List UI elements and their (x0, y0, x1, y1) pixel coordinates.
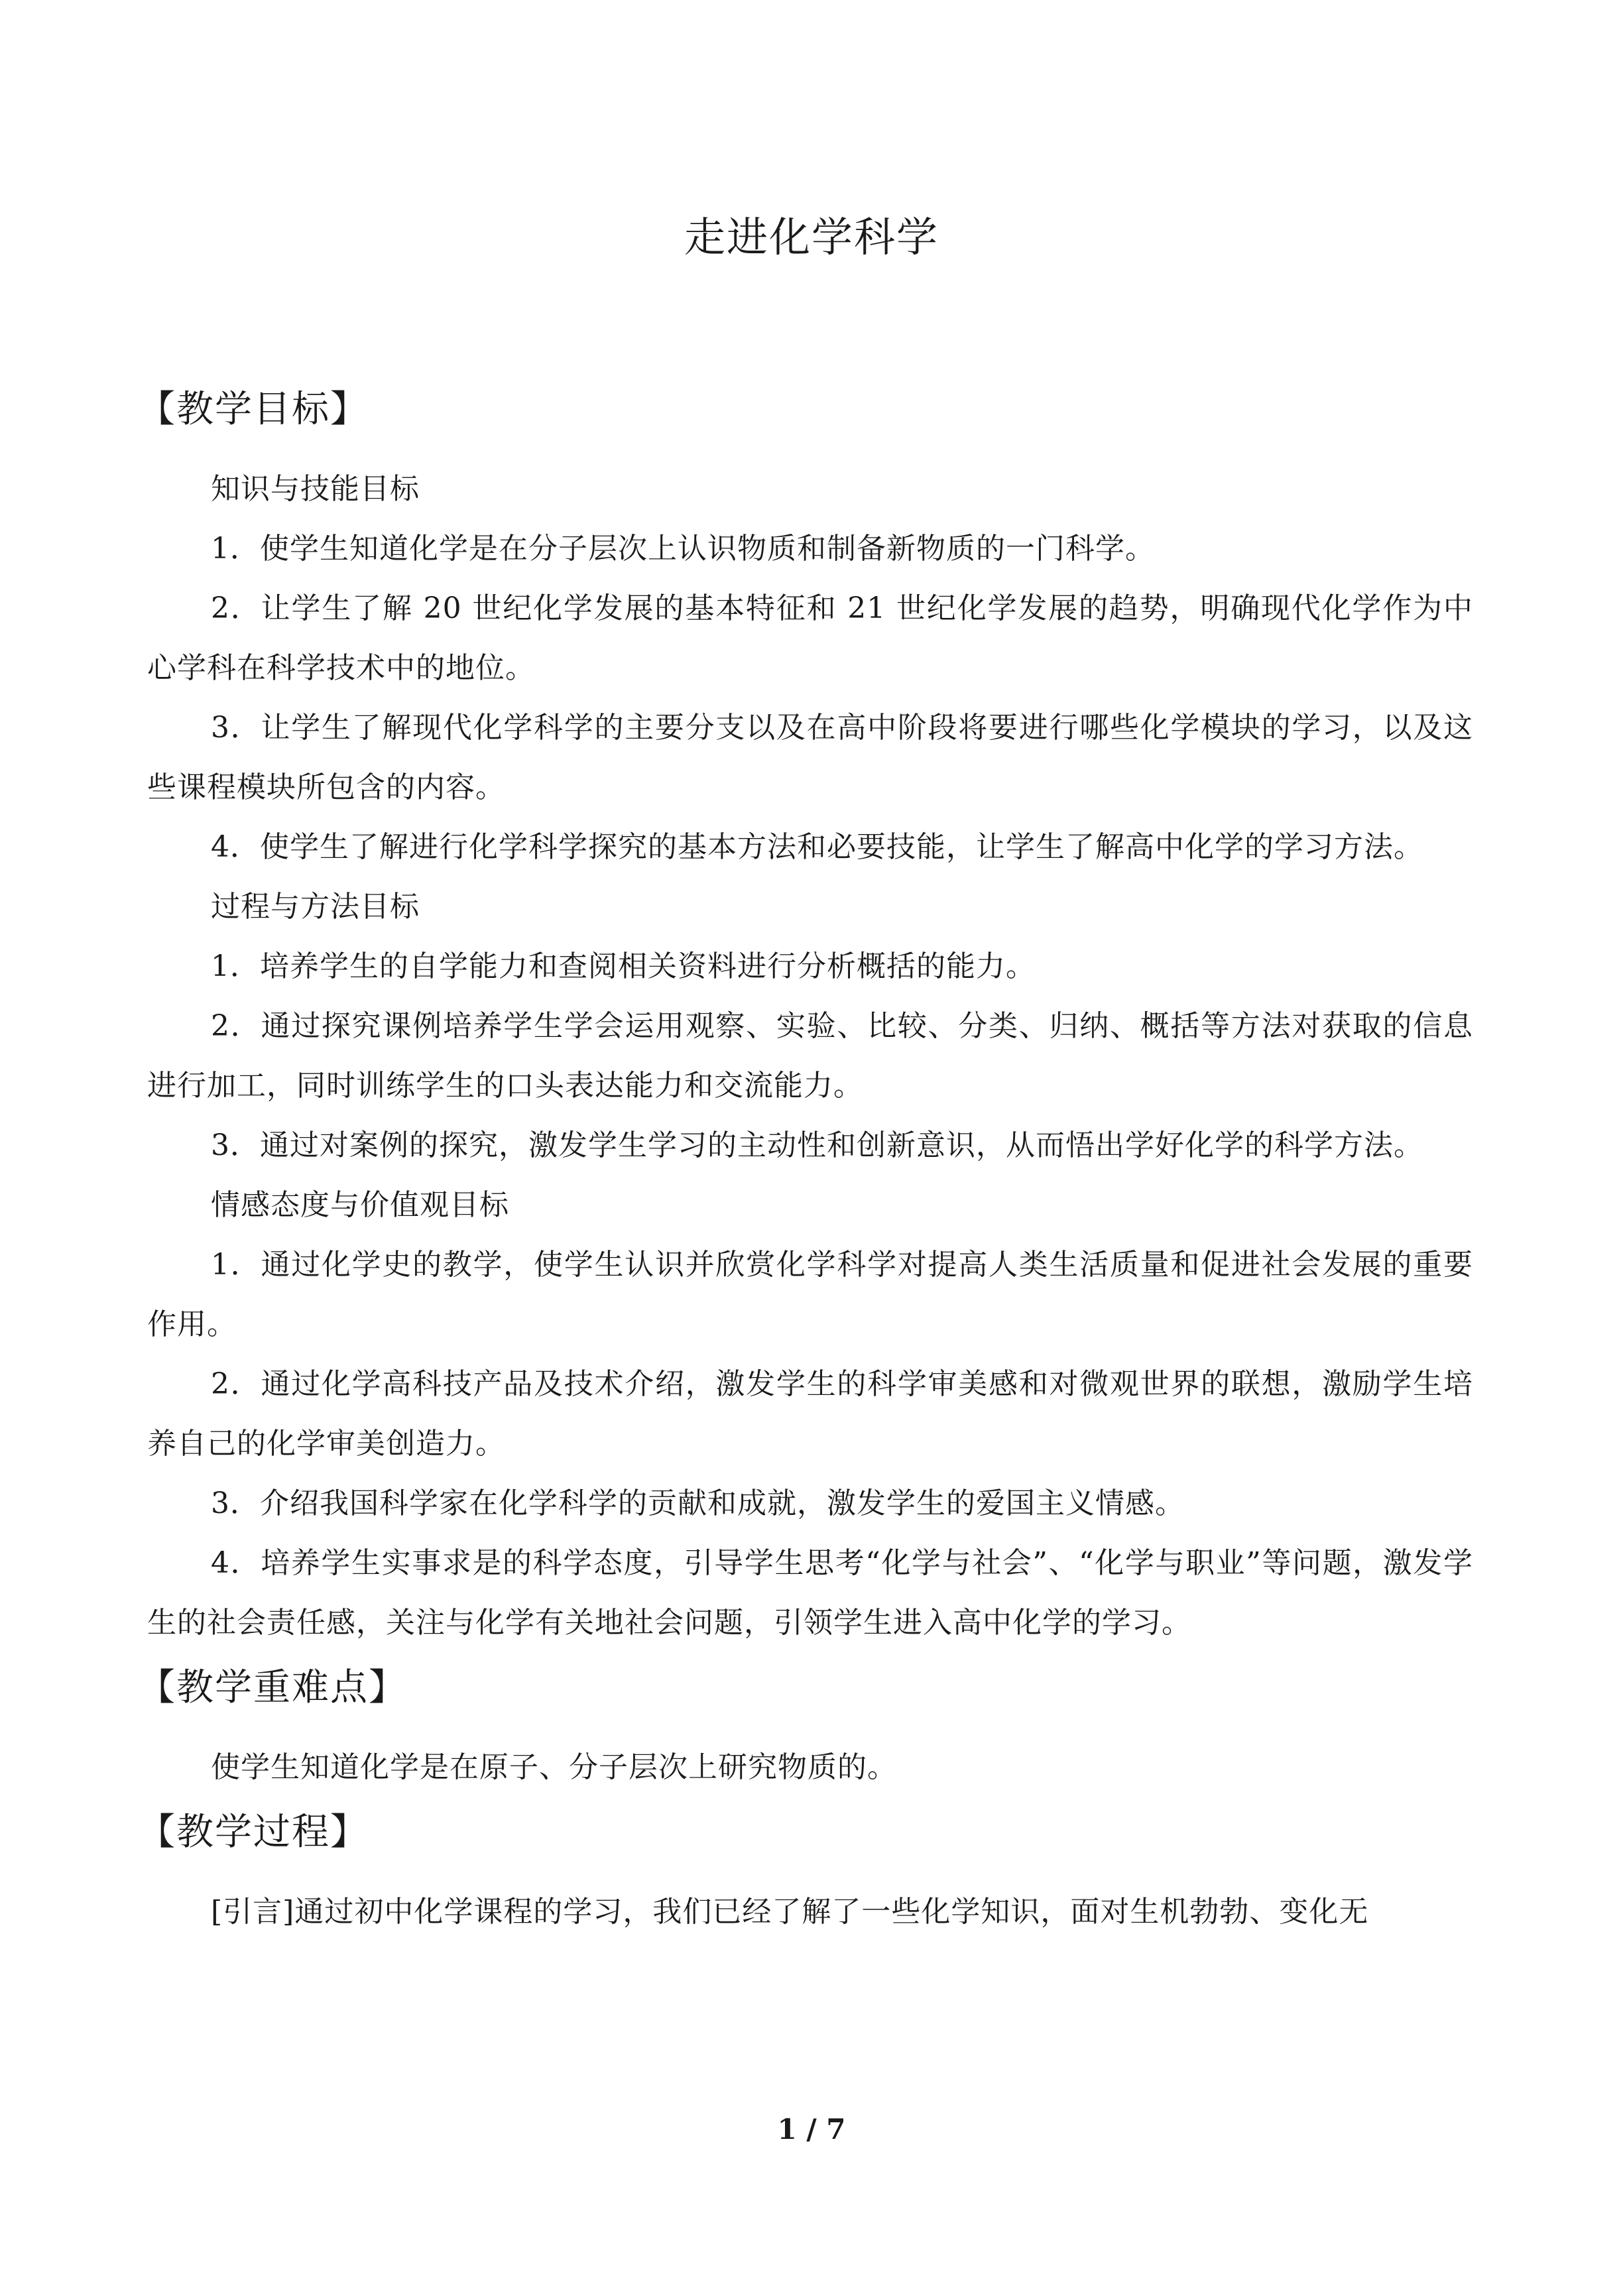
paragraph: 1．培养学生的自学能力和查阅相关资料进行分析概括的能力。 (211, 949, 1036, 983)
document-body (138, 381, 1473, 1942)
paragraph: 1．通过化学史的教学，使学生认识并欣赏化学科学对提高人类生活质量和促进社会发展的重要作用。 (147, 1248, 1473, 1341)
subheading-attitudes-values: 情感态度与价值观目标 (211, 1188, 509, 1222)
paragraph: 2．通过探究课例培养学生学会运用观察、实验、比较、分类、归纳、概括等方法对获取的信息进行加工，同时训练学生的口头表达能力和交流能力。 (147, 1009, 1473, 1103)
section-heading: 【教学过程】 (138, 1811, 369, 1854)
page-number: 1 / 7 (777, 2113, 846, 2145)
paragraph: 1．使学生知道化学是在分子层次上认识物质和制备新物质的一门科学。 (211, 532, 1155, 566)
paragraph: 4．培养学生实事求是的科学态度，引导学生思考“化学与社会”、“化学与职业”等问题，激发学生的社会责任感，关注与化学有关地社会问题，引领学生进入高中化学的学习。 (147, 1546, 1473, 1640)
section-teaching-process (138, 1804, 1473, 1942)
subheading-process-methods: 过程与方法目标 (211, 890, 420, 924)
paragraph: [引言]通过初中化学课程的学习，我们已经了解了一些化学知识，面对生机勃勃、变化无 (211, 1895, 1369, 1929)
paragraph: 3．通过对案例的探究，激发学生学习的主动性和创新意识，从而悟出学好化学的科学方法。 (211, 1128, 1423, 1162)
section-heading: 【教学重难点】 (138, 1666, 407, 1709)
paragraph: 3．让学生了解现代化学科学的主要分支以及在高中阶段将要进行哪些化学模块的学习，以及这些课程模块所包含的内容。 (147, 711, 1473, 804)
paragraph: 使学生知道化学是在原子、分子层次上研究物质的。 (211, 1750, 897, 1784)
paragraph: 4．使学生了解进行化学科学探究的基本方法和必要技能，让学生了解高中化学的学习方法。 (211, 830, 1423, 864)
section-teaching-objectives (138, 381, 1473, 1653)
paragraph: 2．让学生了解 20 世纪化学发展的基本特征和 21 世纪化学发展的趋势，明确现代化学作为中心学科在科学技术中的地位。 (147, 591, 1473, 685)
paragraph: 3．介绍我国科学家在化学科学的贡献和成就，激发学生的爱国主义情感。 (211, 1486, 1185, 1520)
section-heading: 【教学目标】 (138, 388, 369, 431)
document-title: 走进化学科学 (684, 213, 939, 261)
paragraph: 2．通过化学高科技产品及技术介绍，激发学生的科学审美感和对微观世界的联想，激励学生培养自己的化学审美创造力。 (147, 1367, 1473, 1461)
section-key-difficulties (138, 1660, 1473, 1797)
subheading-knowledge-skills: 知识与技能目标 (211, 472, 420, 506)
